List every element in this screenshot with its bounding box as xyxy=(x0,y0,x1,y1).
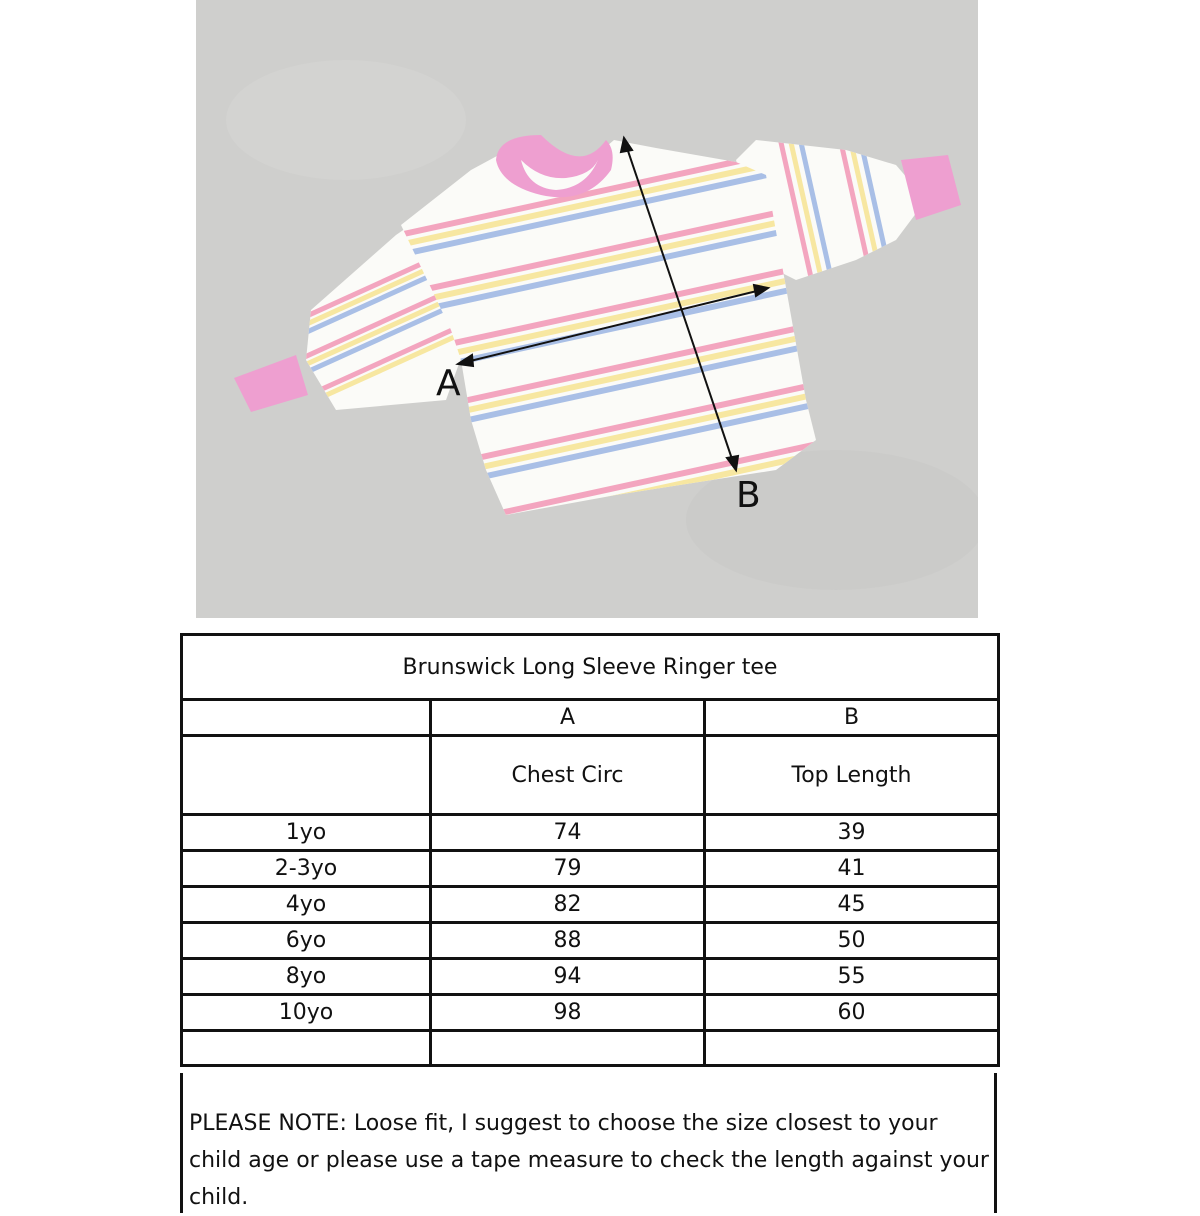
table-row xyxy=(182,959,999,995)
size-cell: 6yo xyxy=(182,923,431,959)
letter-cell-size xyxy=(182,700,431,736)
chest-cell: 74 xyxy=(431,815,705,851)
chest-cell: 94 xyxy=(431,959,705,995)
empty-cell xyxy=(431,1031,705,1066)
size-chart-table xyxy=(180,633,1000,1067)
chest-cell: 82 xyxy=(431,887,705,923)
table-title: Brunswick Long Sleeve Ringer tee xyxy=(182,635,999,700)
table-row xyxy=(182,851,999,887)
label-a: A xyxy=(436,363,461,404)
table-row xyxy=(182,923,999,959)
product-photo xyxy=(196,0,978,618)
header-chest-circ: Chest Circ xyxy=(431,736,705,815)
note-box xyxy=(180,1073,997,1213)
size-cell: 10yo xyxy=(182,995,431,1031)
empty-cell xyxy=(705,1031,999,1066)
tee-illustration xyxy=(196,0,978,618)
fit-note: PLEASE NOTE: Loose fit, I suggest to choose the size closest to your child age or please use a tape measure to check the length against your child. xyxy=(189,1111,989,1210)
length-cell: 50 xyxy=(705,923,999,959)
column-header-row xyxy=(182,736,999,815)
length-cell: 60 xyxy=(705,995,999,1031)
length-cell: 45 xyxy=(705,887,999,923)
label-b: B xyxy=(736,475,761,516)
header-size xyxy=(182,736,431,815)
table-title-row xyxy=(182,635,999,700)
letter-cell-a: A xyxy=(431,700,705,736)
size-cell: 4yo xyxy=(182,887,431,923)
table-row xyxy=(182,995,999,1031)
empty-row xyxy=(182,1031,999,1066)
chest-cell: 79 xyxy=(431,851,705,887)
table-row xyxy=(182,815,999,851)
size-cell: 1yo xyxy=(182,815,431,851)
letter-cell-b: B xyxy=(705,700,999,736)
length-cell: 55 xyxy=(705,959,999,995)
measurement-letter-row xyxy=(182,700,999,736)
length-cell: 41 xyxy=(705,851,999,887)
chest-cell: 88 xyxy=(431,923,705,959)
length-cell: 39 xyxy=(705,815,999,851)
header-top-length: Top Length xyxy=(705,736,999,815)
chest-cell: 98 xyxy=(431,995,705,1031)
size-cell: 2-3yo xyxy=(182,851,431,887)
table-row xyxy=(182,887,999,923)
empty-cell xyxy=(182,1031,431,1066)
size-cell: 8yo xyxy=(182,959,431,995)
